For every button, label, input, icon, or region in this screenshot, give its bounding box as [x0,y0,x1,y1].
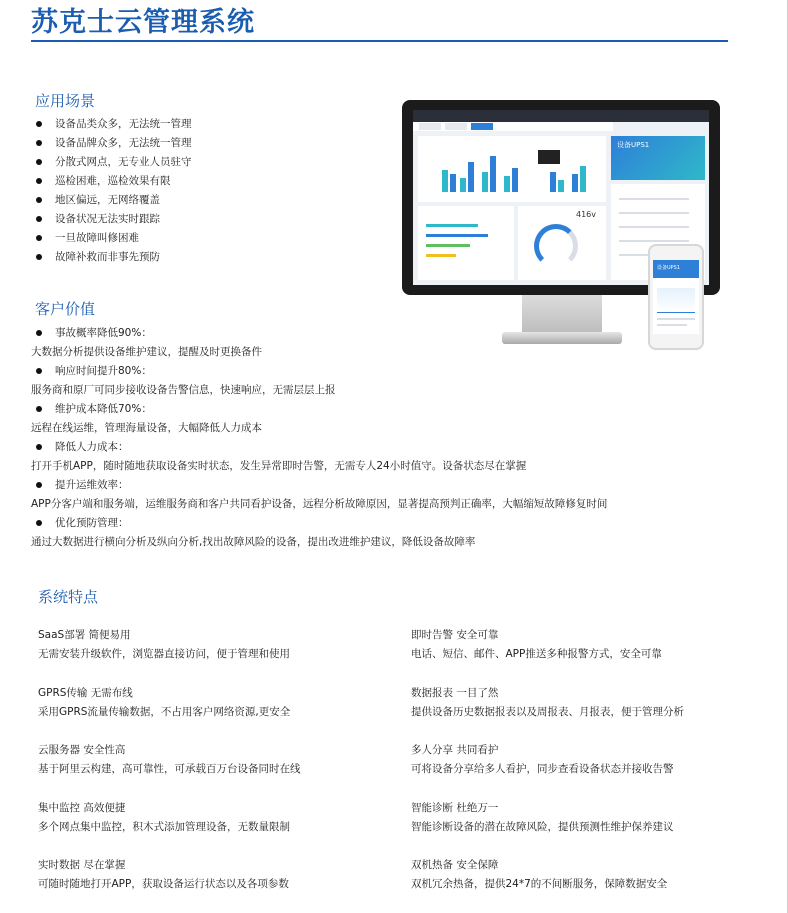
features-heading: 系统特点 [38,588,99,606]
bullet-icon [36,520,42,526]
bullet-icon [36,330,42,336]
value-desc: 大数据分析提供设备维护建议，提醒及时更换备件 [31,346,262,358]
value-desc: 远程在线运维，管理海量设备，大幅降低人力成本 [31,422,262,434]
bullet-icon [36,121,42,127]
feature-item: 集中监控 高效便捷 多个网点集中监控，积木式添加管理设备，无数量限制 [38,802,290,833]
value-title: 提升运维效率： [31,475,681,494]
feature-item: SaaS部署 简便易用 无需安装升级软件，浏览器直接访问，便于管理和使用 [38,629,290,660]
value-desc: APP分客户端和服务端，运维服务商和客户共同看护设备，远程分析故障原因，显著提高预判正确率，大幅缩短故障修复时间 [31,498,608,510]
value-title: 维护成本降低70%： [31,399,681,418]
monitor-stand [522,295,602,333]
bullet-icon [36,254,42,260]
progress-panel [418,206,514,280]
bar-chart-panel [418,136,606,202]
values-heading: 客户价值 [35,300,96,318]
gauge-icon [534,224,578,268]
list-item: 设备状况无法实时跟踪 [31,209,192,228]
bullet-icon [36,216,42,222]
monitor-base [502,332,622,344]
list-item: 地区偏远，无网络覆盖 [31,190,192,209]
list-item: 设备品类众多，无法统一管理 [31,114,192,133]
feature-item: 云服务器 安全性高 基于阿里云构建，高可靠性，可承载百万台设备同时在线 [38,744,301,775]
value-desc: 服务商和原厂可同步接收设备告警信息，快速响应，无需层层上报 [31,384,336,396]
bullet-icon [36,140,42,146]
bullet-icon [36,482,42,488]
feature-item: GPRS传输 无需布线 采用GPRS流量传输数据，不占用客户网络资源,更安全 [38,687,291,718]
gauge-panel: 416v [518,206,606,280]
feature-item: 实时数据 尽在掌握 可随时随地打开APP，获取设备运行状态以及各项参数 [38,859,289,890]
values-list [31,323,681,551]
feature-item: 多人分享 共同看护 可将设备分享给多人看护，同步查看设备状态并接收告警 [411,744,674,775]
dashboard-topbar [413,110,709,122]
bullet-icon [36,197,42,203]
list-item: 一旦故障叫修困难 [31,228,192,247]
scenarios-list [31,114,192,266]
value-title: 事故概率降低90%： [31,323,681,342]
value-title: 降低人力成本： [31,437,681,456]
dashboard-tabs [413,122,613,131]
list-item: 分散式网点，无专业人员驻守 [31,152,192,171]
value-title: 响应时间提升80%： [31,361,681,380]
feature-item: 数据报表 一目了然 提供设备历史数据报表以及周报表、月报表，便于管理分析 [411,687,684,718]
page-title: 苏克士云管理系统 [31,7,255,38]
value-desc: 通过大数据进行横向分析及纵向分析,找出故障风险的设备，提出改进维护建议，降低设备故障率 [31,536,476,548]
bullet-icon [36,159,42,165]
bullet-icon [36,235,42,241]
bullet-icon [36,444,42,450]
bullet-icon [36,406,42,412]
list-item: 设备品牌众多，无法统一管理 [31,133,192,152]
value-title: 优化预防管理： [31,513,681,532]
phone-screen: 设备UPS1 [653,260,699,334]
value-desc: 打开手机APP，随时随地获取设备实时状态，发生异常即时告警，无需专人24小时值守。设备状态尽在掌握 [31,460,527,472]
feature-item: 即时告警 安全可靠 电话、短信、邮件、APP推送多种报警方式，安全可靠 [411,629,662,660]
bullet-icon [36,368,42,374]
phone-illustration [648,244,704,350]
list-item: 故障补救而非事先预防 [31,247,192,266]
feature-item: 双机热备 安全保障 双机冗余热备，提供24*7的不间断服务，保障数据安全 [411,859,668,890]
bullet-icon [36,178,42,184]
list-item: 巡检困难，巡检效果有限 [31,171,192,190]
device-card: 设备UPS1 [611,136,705,180]
title-divider [31,40,728,42]
scenarios-heading: 应用场景 [35,92,96,110]
feature-item: 智能诊断 杜绝万一 智能诊断设备的潜在故障风险，提供预测性维护保养建议 [411,802,674,833]
